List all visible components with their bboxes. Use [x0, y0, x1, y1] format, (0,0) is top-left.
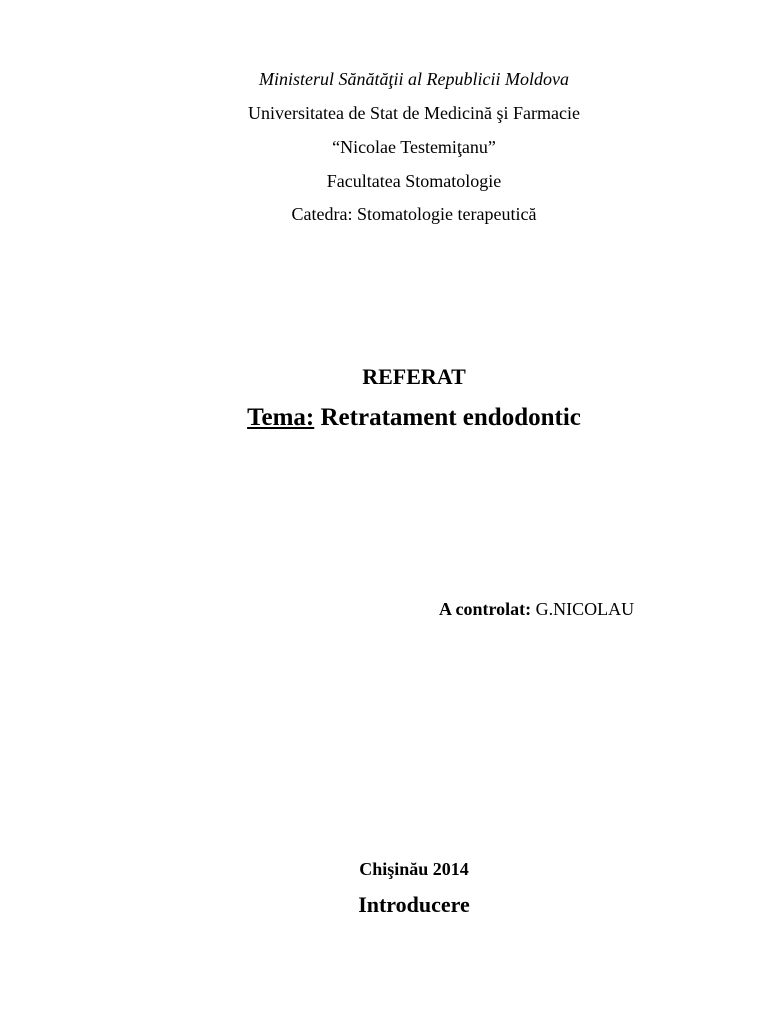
place-date-line: Chişinău 2014 — [359, 859, 469, 879]
controller-name: G.NICOLAU — [535, 599, 635, 619]
topic-title: Retratament endodontic — [320, 404, 581, 431]
university-line: Universitatea de Stat de Medicină şi Farmacie — [248, 103, 580, 123]
document-type-heading: REFERAT — [362, 364, 466, 389]
chair-line: Catedra: Stomatologie terapeutică — [291, 204, 537, 224]
introduction-heading: Introducere — [358, 892, 470, 917]
controller-label: A controlat: — [439, 599, 532, 619]
topic-label: Tema: — [247, 404, 315, 431]
ministry-line: Ministerul Sănătăţii al Republicii Moldova — [259, 69, 569, 89]
topic-heading — [30, 404, 768, 432]
university-name-line: “Nicolae Testemiţanu” — [332, 137, 496, 157]
faculty-line: Facultatea Stomatologie — [326, 171, 502, 191]
controller-line — [439, 599, 634, 620]
